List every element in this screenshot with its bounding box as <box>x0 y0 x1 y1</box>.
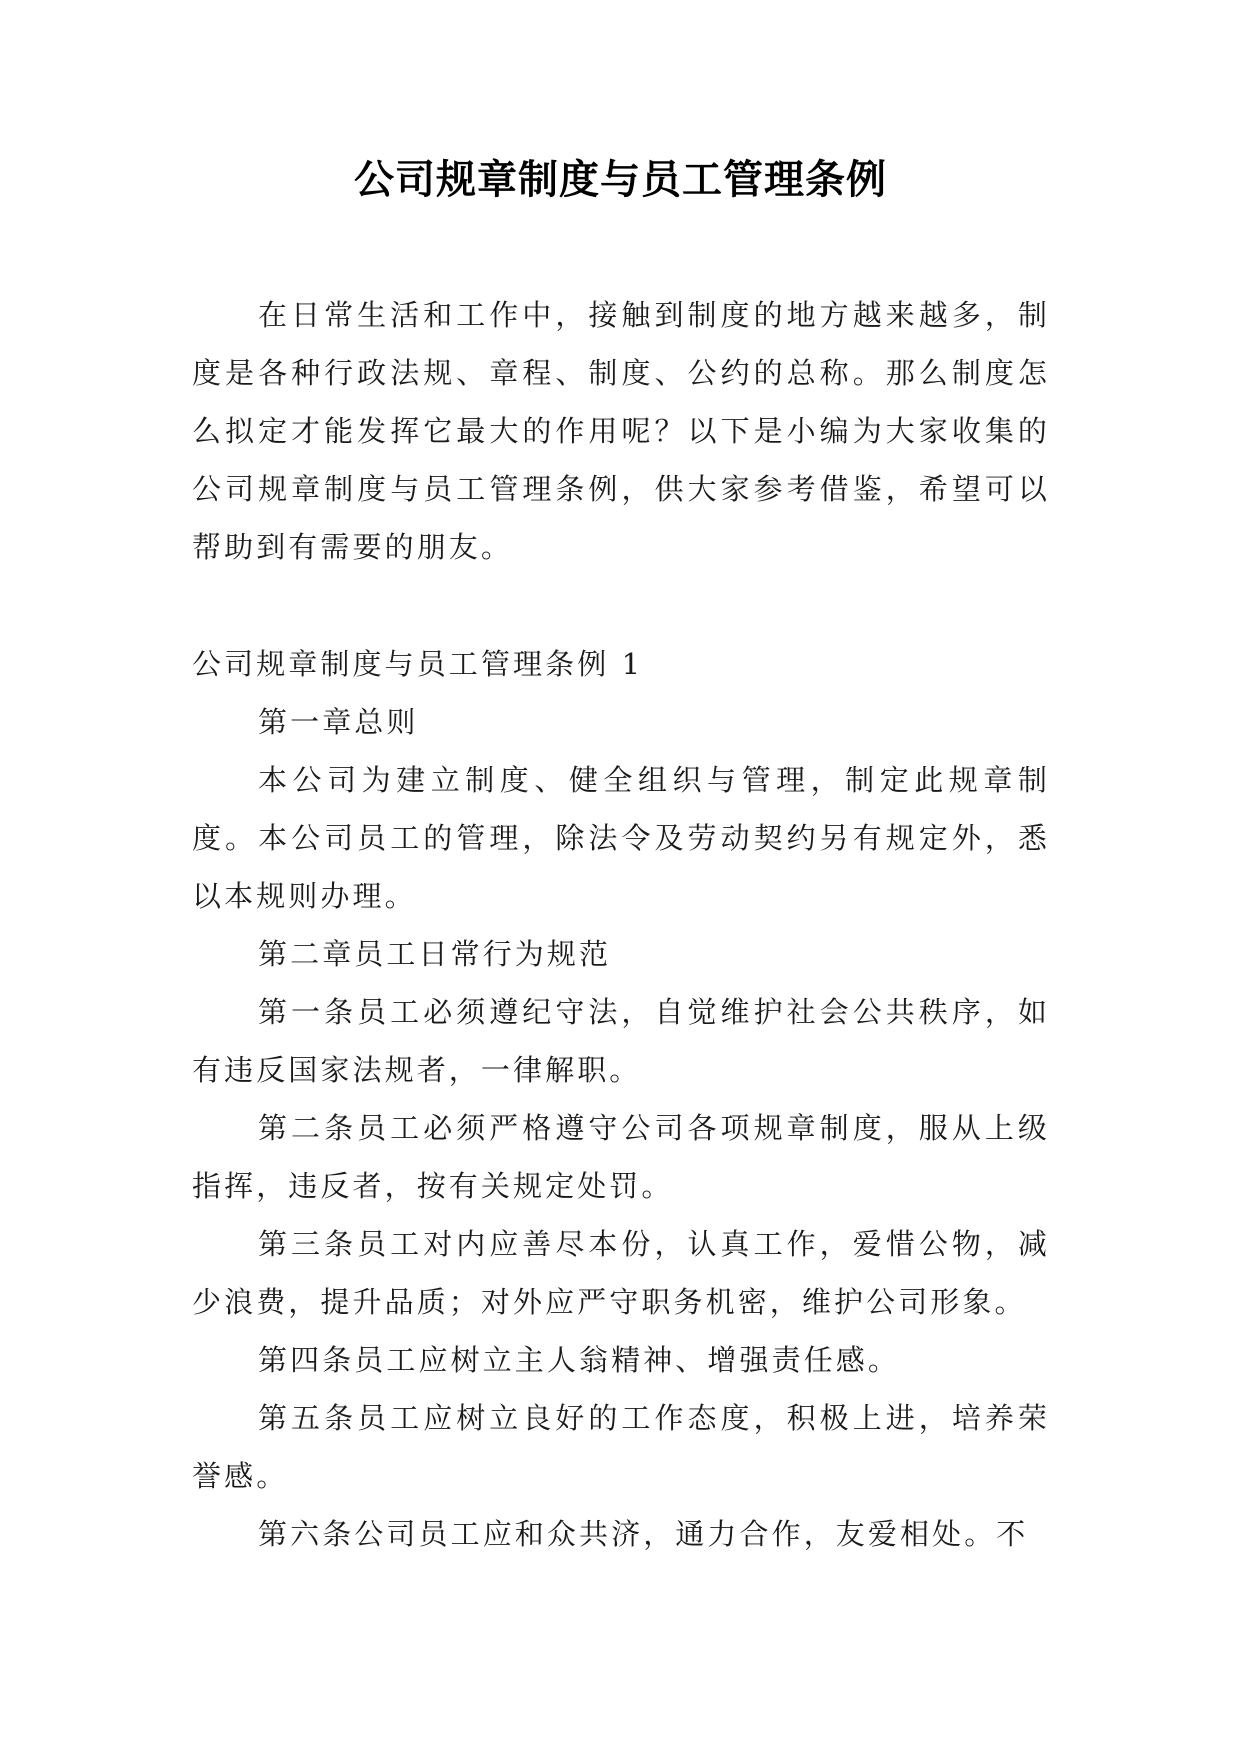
document-title: 公司规章制度与员工管理条例 <box>354 157 887 203</box>
article-paragraph: 第二条员工必须严格遵守公司各项规章制度，服从上级指挥，违反者，按有关规定处罚。 <box>192 1111 1050 1203</box>
article-paragraph: 第四条员工应树立主人翁精神、增强责任感。 <box>258 1343 901 1377</box>
article-paragraph: 第一条员工必须遵纪守法，自觉维护社会公共秩序，如有违反国家法规者，一律解职。 <box>192 995 1050 1087</box>
section-block <box>192 635 1050 1563</box>
chapter-heading: 第一章总则 <box>258 705 419 739</box>
chapter-heading: 第二章员工日常行为规范 <box>258 937 612 971</box>
body-paragraph: 本公司为建立制度、健全组织与管理，制定此规章制度。本公司员工的管理，除法令及劳动契约另有规定外，悉以本规则办理。 <box>192 763 1050 913</box>
article-paragraph: 第六条公司员工应和众共济，通力合作，友爱相处。不 <box>258 1517 1029 1551</box>
intro-paragraph: 在日常生活和工作中，接触到制度的地方越来越多，制度是各种行政法规、章程、制度、公约的总称。那么制度怎么拟定才能发挥它最大的作用呢？以下是小编为大家收集的公司规章制度与员工管理条例，供大家参考借鉴，希望可以帮助到有需要的朋友。 <box>192 298 1050 564</box>
article-paragraph: 第三条员工对内应善尽本份，认真工作，爱惜公物，减少浪费，提升品质；对外应严守职务机密，维护公司形象。 <box>192 1227 1050 1319</box>
intro-block <box>192 286 1050 576</box>
section-heading: 公司规章制度与员工管理条例 1 <box>192 647 644 681</box>
article-paragraph: 第五条员工应树立良好的工作态度，积极上进，培养荣誉感。 <box>192 1401 1050 1493</box>
